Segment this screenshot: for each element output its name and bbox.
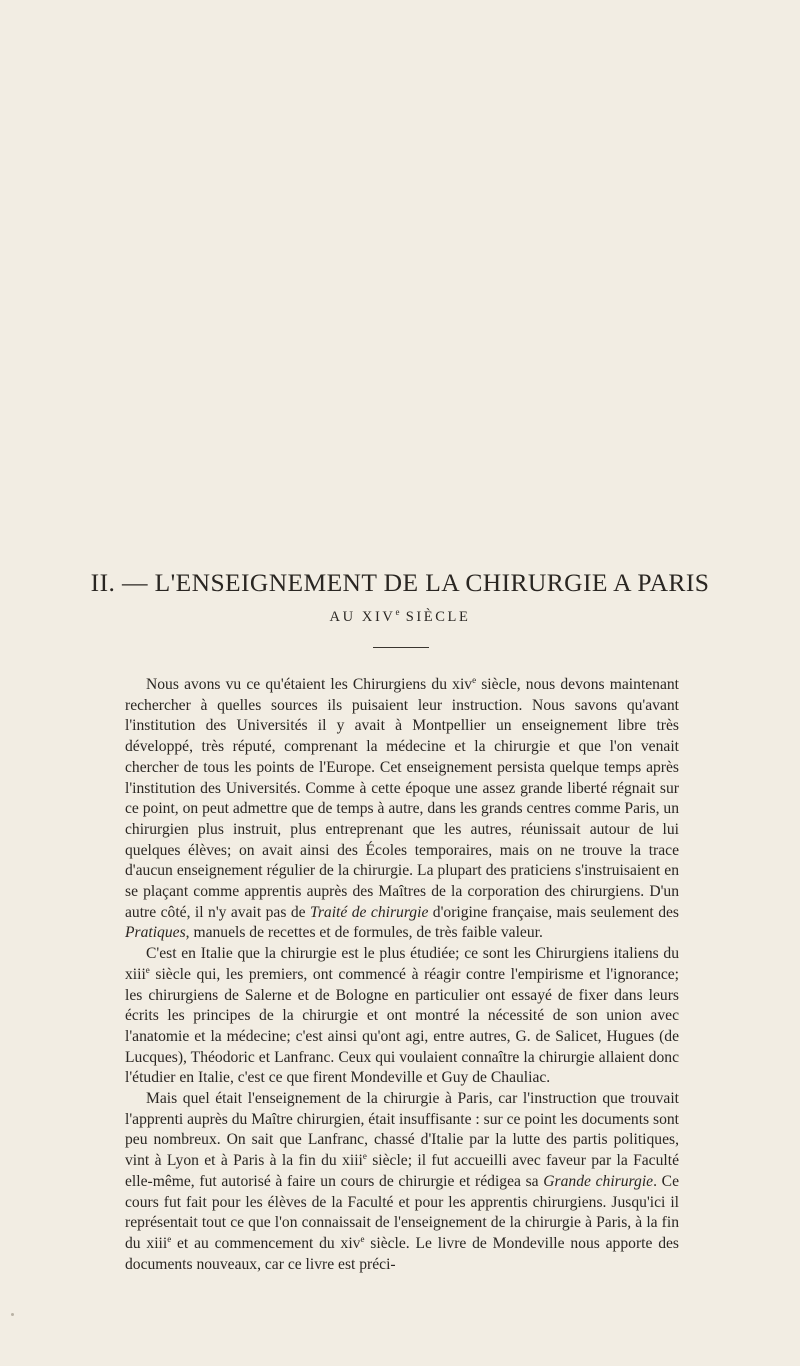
- italic-title: Pratiques: [125, 924, 186, 942]
- superscript: e: [472, 674, 477, 685]
- paragraph-3: [125, 1089, 679, 1275]
- subheading-superscript: e: [395, 607, 400, 618]
- section-divider-rule: [373, 647, 429, 648]
- text-run: siècle; il fut accueilli avec faveur par la Faculté elle-même, fut autorisé à faire un cours de chirurgie et rédigea sa: [125, 1152, 679, 1190]
- text-run: Nous avons vu ce qu'étaient les Chirurgiens du: [146, 676, 453, 693]
- century-numeral: xiii: [342, 1152, 363, 1170]
- text-run: siècle, nous devons maintenant rechercher à quelles sources ils puisaient leur instruction. Nous savons qu'avant l'institution des Universités il y avait à Montpellier un enseignement libre très développé, très réputé, comprenant la médecine et la chirurgie et que l'on venait chercher de tous les points de l'Europe. Cet enseignement persista quelque temps après l'institution des Universités. Comme à cette époque une assez grande liberté régnait sur ce point, on peut admettre que de temps à autre, dans les grands centres comme Paris, un chirurgien plus instruit, plus entreprenant que les autres, réunissait autour de lui quelques élèves; on avait ainsi des Écoles temporaires, mais on ne trouve la trace d'aucun enseignement régulier de la chirurgie. La plupart des praticiens s'instruisaient en se plaçant comme apprentis auprès des Maîtres de la corporation des chirurgiens. D'un autre côté, il n'y avait pas de: [125, 676, 679, 921]
- superscript: e: [167, 1233, 172, 1244]
- text-run: d'origine française, mais seulement des: [428, 903, 679, 921]
- text-run: siècle. Le livre de Mondeville nous apporte des documents nouveaux, car ce livre est préci-: [125, 1234, 679, 1273]
- body-text: [125, 675, 679, 1275]
- superscript: e: [362, 1150, 367, 1161]
- paper-speck: [11, 1313, 14, 1316]
- century-numeral: xiv: [340, 1234, 361, 1252]
- subheading-prefix: AU XIV: [329, 609, 396, 625]
- superscript: e: [360, 1233, 365, 1244]
- subheading-suffix: SIÈCLE: [405, 609, 471, 625]
- text-run: C'est en Italie que la chirurgie est le plus étudiée; ce sont les Chirurgiens italiens du: [146, 945, 679, 963]
- century-numeral: xiii: [146, 1234, 168, 1252]
- paragraph-2: [125, 944, 679, 1089]
- chapter-subheading: [0, 608, 800, 626]
- text-run: , manuels de recettes et de formules, de très faible valeur.: [185, 924, 543, 942]
- chapter-heading: II. — L'ENSEIGNEMENT DE LA CHIRURGIE A PARIS: [90, 568, 710, 597]
- text-run: et au commencement du: [171, 1234, 341, 1252]
- superscript: e: [145, 964, 150, 975]
- century-numeral: xiii: [125, 965, 146, 983]
- text-run: siècle qui, les premiers, ont commencé à réagir contre l'empirisme et l'ignorance; les chirurgiens de Salerne et de Bologne en particulier ont essayé de fixer dans leurs écrits les principes de la chirurgie et ont montré la nécessité de son union avec l'anatomie et la médecine; c'est ainsi qu'ont agi, entre autres, G. de Salicet, Hugues (de Lucques), Théodoric et Lanfranc. Ceux qui voulaient connaître la chirurgie allaient donc l'étudier en Italie, c'est ce que firent Mondeville et Guy de Chauliac.: [125, 965, 679, 1087]
- text-run: Mais quel était l'enseignement de la chirurgie à Paris, car l'instruction que trouvait l'apprenti auprès du Maître chirurgien, était insuffisante : sur ce point les documents sont peu nombreux. On sait que Lanfranc, chassé d'Italie par la lutte des partis politiques, vint à Lyon et à Paris à la fin du: [125, 1090, 679, 1170]
- italic-title: Grande chirurgie: [543, 1172, 654, 1190]
- italic-title: Traité de chirurgie: [310, 903, 429, 921]
- paragraph-1: [125, 675, 679, 944]
- century-numeral: xiv: [452, 676, 473, 693]
- text-run: . Ce cours fut fait pour les élèves de la Faculté et pour les apprentis chirurgiens. Jusqu'ici il représentait tout ce que l'on connaissait de l'enseignement de la chirurgie à Paris, à la fin du: [125, 1172, 679, 1252]
